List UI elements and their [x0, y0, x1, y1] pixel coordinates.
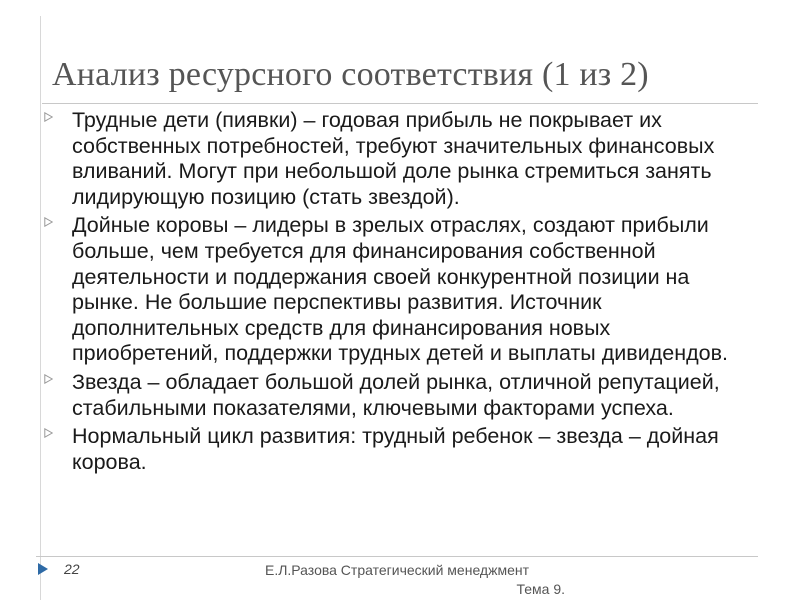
- title-divider: [42, 103, 758, 104]
- outline-triangle-bullet-icon: [44, 428, 53, 438]
- footer-divider: [36, 556, 758, 557]
- bullet-text: Трудные дети (пиявки) – годовая прибыль не покрывает их собственных потребностей, требуют значительных финансовых вливаний. Могут при небольшой доле рынка стремиться занять лидирующую позицию (стать звездой).: [72, 108, 715, 209]
- bullet-item: [42, 370, 762, 421]
- slide-title: Анализ ресурсного соответствия (1 из 2): [52, 56, 649, 93]
- page-number: 22: [64, 561, 80, 577]
- outline-triangle-bullet-icon: [44, 217, 53, 227]
- outline-triangle-bullet-icon: [44, 374, 53, 384]
- bullet-text: Дойные коровы – лидеры в зрелых отраслях, создают прибыли больше, чем требуется для финансирования собственной деятельности и поддержания своей конкурентной позиции на рынке. Не большие перспективы развития. Источник дополнительных средств для финансирования новых приобретений, поддержки трудных детей и выплаты дивидендов.: [72, 213, 728, 366]
- bullet-item: [42, 213, 762, 367]
- bullet-text: Звезда – обладает большой долей рынка, отличной репутацией, стабильными показателями, ключевыми факторами успеха.: [72, 369, 720, 420]
- bullet-list: [42, 108, 762, 478]
- left-divider: [40, 16, 41, 600]
- bullet-text: Нормальный цикл развития: трудный ребенок – звезда – дойная корова.: [72, 424, 719, 474]
- bullet-item: [42, 424, 762, 475]
- outline-triangle-bullet-icon: [44, 112, 53, 122]
- triangle-arrow-icon: [38, 563, 48, 575]
- footer-author-line1: Е.Л.Разова Стратегический менеджмент: [265, 562, 530, 578]
- footer-author: [265, 561, 565, 599]
- bullet-item: [42, 108, 762, 210]
- footer-author-line2: Тема 9.: [516, 581, 565, 597]
